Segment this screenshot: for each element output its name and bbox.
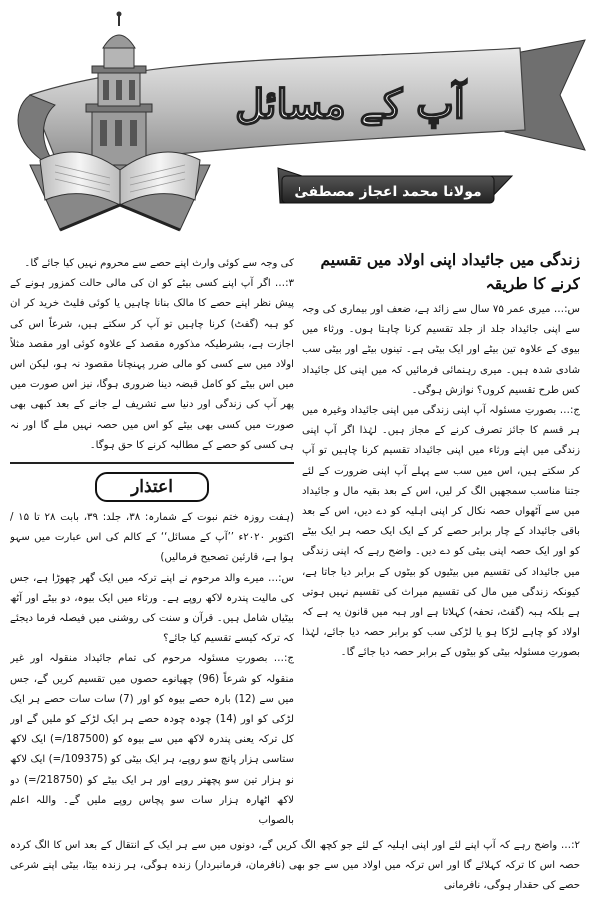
author-name: مولانا محمد اعجاز مصطفیٰ (294, 184, 482, 200)
masthead-banner (0, 0, 590, 250)
masthead-title: آپ کے مسائل (235, 81, 465, 128)
question-paragraph: س:… میری عمر ۷۵ سال سے زائد ہے، ضعف اور بیماری کی وجہ سے اپنی جائیداد جلد از جلد تقسیم کرنا چاہتا ہوں۔ ورثاء میں بیوی کے علاوہ تین بیٹے اور ایک بیٹی ہے۔ تینوں بیٹے اور بیٹی سب شادی شدہ ہیں۔ میری رہنمائی فرمائیں کہ میں اپنی کل جائیداد کس طرح تقسیم کروں؟ نوازش ہوگی۔ (302, 304, 580, 396)
article-heading: زندگی میں جائیداد اپنی اولاد میں تقسیم کرنے کا طریقہ (320, 250, 580, 293)
correction-note: (ہفت روزہ ختم نبوت کے شمارہ: ۳۸، جلد: ۳۹، بابت ۲۸ تا ۱۵ / اکتوبر ۲۰۲۰ء ’’آپ کے مسائل‘‘ کے کالم کی اس عبارت میں سہو ہوا ہے، قارئین تصحیح فرمالیں) (10, 512, 294, 564)
correction-question: س:… میرے والد مرحوم نے اپنے ترکہ میں ایک گھر چھوڑا ہے، جس کی مالیت پندرہ لاکھ روپے ہے۔ ورثاء میں ایک بیوہ، دو بیٹے اور آٹھ بیٹیاں شامل ہیں۔ قرآن و سنت کی روشنی میں فیصلہ فرما دیجئے کہ ترکہ کیسے تقسیم کیا جائے؟ (10, 572, 294, 645)
column-divider (10, 462, 294, 464)
answer-paragraph: ج:… بصورتِ مسئولہ آپ اپنی زندگی میں اپنی جائیداد وغیرہ میں ہر قسم کا جائز تصرف کرنے کے مجاز ہیں۔ لہٰذا اگر آپ اپنی زندگی میں اپنے ورثاء میں اپنی جائیداد تقسیم کرنا چاہیں تو آپ کر سکتے ہیں، اس میں سب سے پہلے آپ اپنی ضرورت کے لئے جتنا مناسب سمجھیں الگ کر لیں، اس کے بعد بقیہ مال و جائیداد میں سے آٹھواں حصہ نکال کر اپنی اہلیہ کو دے دیں، اس کے بعد باقی جائیداد کے چار برابر حصے کر کے ایک ایک حصہ ہر ایک بیٹے کو اور ایک حصہ اپنی بیٹی کو دے دیں۔ واضح رہے کہ اپنی زندگی میں جائیداد کی تقسیم میں بیٹیوں کو بیٹوں کے برابر دیا جاتا ہے، کیونکہ زندگی میں مال کی تقسیم میراث کی تقسیم نہیں ہوتی ہے بلکہ ہبہ (گفٹ، تحفہ) کہلاتا ہے اور ہبہ میں قانون یہ ہے کہ اولاد کو چاہے لڑکا ہو یا لڑکی سب کو برابر حصہ دیا جائے، لہٰذا بصورتِ مسئولہ بیٹی کو بیٹوں کے برابر حصہ دیا جائے گا۔ (302, 405, 580, 659)
point-two-paragraph-block (10, 836, 580, 918)
correction-answer: ج:… بصورتِ مسئولہ مرحوم کی تمام جائیداد منقولہ اور غیر منقولہ کو شرعاً (96) چھیانوے حصوں میں تقسیم کریں گے، جس میں سے (12) بارہ حصے بیوہ کو اور (7) سات سات حصے ہر ایک لڑکی کو اور (14) چودہ چودہ حصے ہر ایک لڑکے کو ملیں گے اور کل ترکہ یعنی پندرہ لاکھ میں سے بیوہ کو (187500/=) ایک لاکھ ستاسی ہزار پانچ سو روپے، ہر ایک بیٹی کو (109375/=) ایک لاکھ نو ہزار تین سو پچھتر روپے اور ہر ایک بیٹے کو (218750/=) دو لاکھ اٹھارہ ہزار سات سو پچاس روپے ملیں گے۔ واللہ اعلم بالصواب (10, 653, 294, 827)
continued-text: کی وجہ سے کوئی وارث اپنے حصے سے محروم نہیں کیا جائے گا۔ (24, 258, 294, 269)
point-three-paragraph: ۳:… اگر آپ اپنے کسی بیٹے کو ان کی مالی حالت کمزور ہونے کے پیش نظر اپنے حصے کا مالک بنانا چاہیں یا کوئی فلیٹ خرید کر ان کو ہبہ (گفٹ) کرنا چاہیں تو آپ کر سکتے ہیں، شرعاً اس کی اجازت ہے، بشرطیکہ مذکورہ مقصد کے علاوہ کوئی اور مقصد مثلاً اولاد میں سے کسی کو مالی ضرر پہنچانا مقصود نہ ہو، لیکن اس میں اس بیٹے کو کامل قبضہ دینا ضروری ہوگا، نیز اس صورت میں پھر آپ کی زندگی اور دنیا سے تشریف لے جانے کے بعد کبھی بھی صورت میں کسی بھی بیٹے کو اس میں حصہ نہیں ملے گا اور نہ ہی کسی کو حصے کے مطالبہ کرنے کا حق ہوگا۔ (10, 278, 294, 451)
article-column-left (10, 254, 294, 834)
point-two-paragraph: ۲:… واضح رہے کہ آپ اپنے لئے اور اپنی اہلیہ کے لئے جو کچھ الگ کریں گے، دونوں میں سے ہر ایک کے انتقال کے بعد اس کا الگ کردہ حصہ اس کا ترکہ کہلائے گا اور اس ترکہ میں اولاد میں سے جو بھی (نافرمان، فرمانبردار) زندہ ہوگی، ہر زندہ بیٹا، بیٹی اپنے شرعی حصے کی حقدار ہوگی، نافرمانی (10, 840, 580, 892)
article-column-right (302, 248, 580, 836)
correction-heading: اعتذار (95, 472, 209, 502)
